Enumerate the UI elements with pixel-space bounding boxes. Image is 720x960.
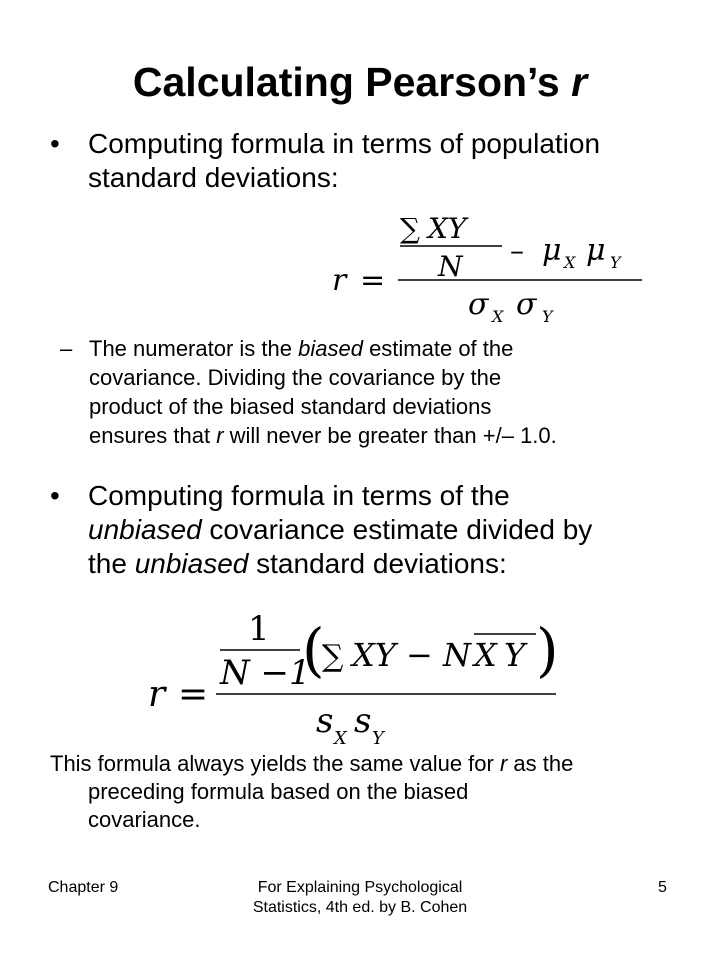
subpoint-line-1-a: The numerator is the [89,336,299,361]
y-bar: Y [504,636,526,674]
subpoint-line-4-c: will never be greater than +/– 1.0. [223,423,557,448]
n-minus-one: N −1 [220,653,311,693]
inner-denominator-n: N [438,250,463,283]
sum-symbol: ∑ [322,639,344,674]
bullet-2-line-3-a: the [88,548,135,579]
formula-population [320,200,660,330]
footer-citation-line-2: Statistics, 4th ed. by B. Cohen [252,899,468,916]
subpoint-line-3: product of the biased standard deviations [89,394,492,419]
numerator-xy: XY [428,212,467,245]
subpoint-line-1-biased: biased [298,336,363,361]
x-bar: X [474,636,497,674]
mu-x-symbol: μ [542,233,562,268]
footer-chapter: Chapter 9 [48,879,119,896]
formula-unbiased-svg [140,600,570,750]
subpoint-marker: – [60,336,73,361]
s-x-subscript: X [334,728,347,749]
formula-equals: = [360,263,386,298]
formula-population-svg [320,200,660,330]
bullet-2-unbiased-1: unbiased [88,514,202,545]
bullet-2-line-2 [88,514,592,546]
bullet-1-line-1: Computing formula in terms of population [88,128,601,159]
bullet-2-line-1: Computing formula in terms of the [88,480,510,511]
formula-lhs-r: r [332,263,347,298]
sum-xy: XY [352,636,396,674]
subpoint-line-2: covariance. Dividing the covariance by the [89,365,502,390]
bullet-2-unbiased-2: unbiased [134,548,249,579]
formula-lhs-r: r [148,674,166,715]
mu-x-subscript: X [564,253,576,272]
title-variable: r [571,59,588,105]
bullet-2-line-2-rest: covariance estimate divided by [201,514,593,545]
note-line-3: covariance. [88,807,201,832]
subpoint-line-4-a: ensures that [89,423,217,448]
note-line-1-c: as the [507,751,574,776]
note-line-1 [50,750,573,777]
sigma-x-symbol: σ [468,287,489,322]
footer-page-number: 5 [658,879,667,896]
formula-minus: – [510,234,524,267]
formula-equals: = [178,674,209,715]
note-line-2: preceding formula based on the biased [88,779,469,804]
bullet-2-line-3-c: standard deviations: [248,548,507,579]
subpoint-line-4 [89,423,557,449]
bullet-1-line-2: standard deviations: [88,162,339,193]
note-line-1-r: r [499,751,508,776]
footer-citation-line-1: For Explaining Psychological [257,879,463,896]
minus-n: − N [406,636,471,674]
sigma-y-subscript: Y [542,307,553,326]
bullet-marker: • [50,128,60,159]
formula-unbiased [140,600,570,750]
s-y-symbol: s [354,701,372,741]
s-y-subscript: Y [372,728,384,749]
title-text: Calculating Pearson’s [132,59,572,105]
sum-symbol: ∑ [400,212,420,245]
subpoint-line-1 [89,336,513,362]
sigma-x-subscript: X [492,307,504,326]
footer-citation [200,878,520,918]
mu-y-symbol: μ [586,233,606,268]
bullet-2-line-3 [88,548,507,580]
sigma-y-symbol: σ [516,287,537,322]
slide-title [0,58,720,106]
s-x-symbol: s [316,701,334,741]
bullet-marker: • [50,480,60,511]
fraction-one: 1 [248,609,270,649]
note-line-1-a: This formula always yields the same value for [50,751,500,776]
right-paren: ) [536,616,559,684]
subpoint-line-1-c: estimate of the [362,336,514,361]
subpoint-line-4-r: r [216,423,224,448]
left-paren: ( [302,616,325,684]
mu-y-subscript: Y [610,253,621,272]
